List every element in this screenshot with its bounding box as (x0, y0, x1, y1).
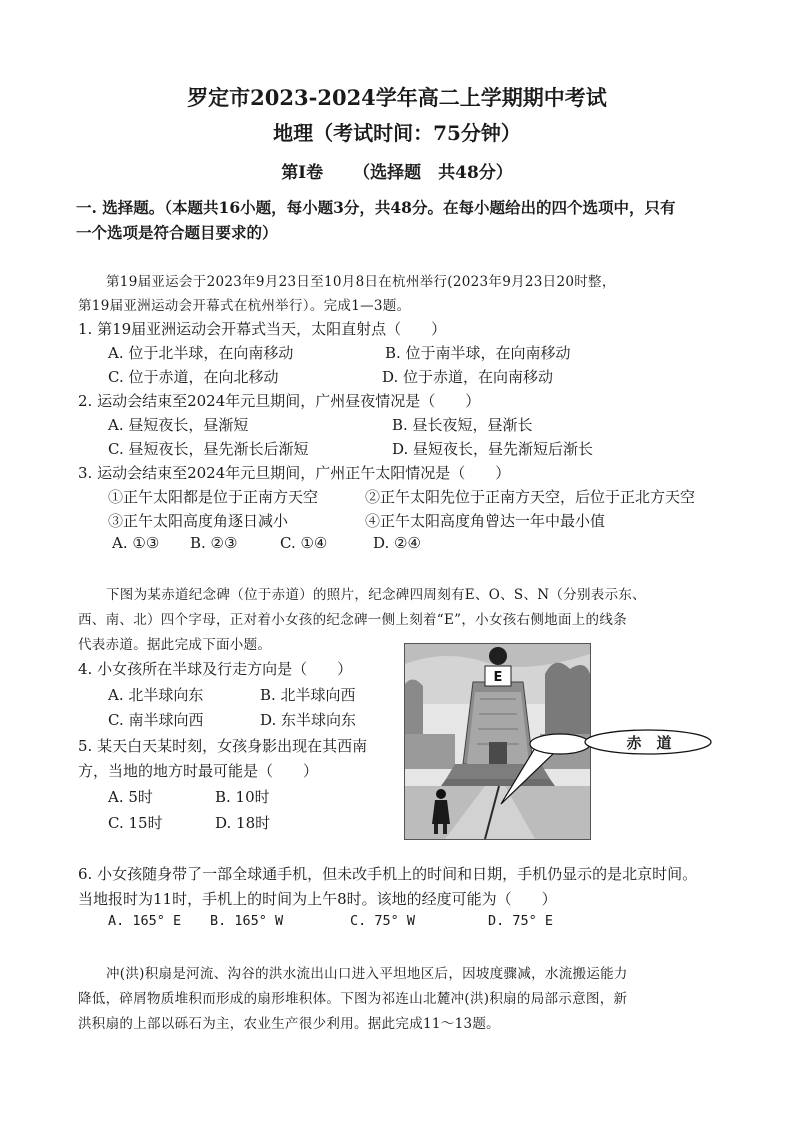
question-2-option-c: C. 昼短夜长，昼先渐长后渐短 (108, 440, 309, 458)
intro-monument-line2: 西、南、北）四个字母，正对着小女孩的纪念碑一侧上刻着“E”，小女孩右侧地面上的线条 (78, 612, 627, 628)
question-6-stem-line2: 当地报时为11时，手机上的时间为上午8时。该地的经度可能为（ ） (78, 890, 557, 908)
exam-title: 罗定市2023-2024学年高二上学期期中考试 (187, 85, 607, 110)
intro-monument-line3: 代表赤道。据此完成下面小题。 (78, 637, 272, 653)
intro-monument-line1: 下图为某赤道纪念碑（位于赤道）的照片，纪念碑四周刻有E、O、S、N（分别表示东、 (106, 587, 646, 603)
question-5-stem-line1: 5. 某天白天某时刻，女孩身影出现在其西南 (78, 737, 368, 755)
question-3-option-b: B. ②③ (190, 534, 238, 552)
intro-alluvial-fan-line2: 降低，碎屑物质堆积而形成的扇形堆积体。下图为祁连山北麓冲(洪)积扇的局部示意图，新 (78, 991, 628, 1007)
part-label: 第Ⅰ卷 (281, 163, 324, 183)
question-1-stem: 1. 第19届亚洲运动会开幕式当天，太阳直射点（ ） (78, 320, 447, 338)
section-instructions-line2: 一个选项是符合题目要求的） (76, 223, 278, 242)
question-5-option-d: D. 18时 (215, 814, 271, 832)
question-2-option-d: D. 昼短夜长，昼先渐短后渐长 (392, 440, 594, 458)
question-4-stem: 4. 小女孩所在半球及行走方向是（ ） (78, 660, 353, 678)
question-6-option-a: A. 165° E (108, 913, 182, 929)
question-5-option-a: A. 5时 (108, 788, 153, 806)
equator-callout (584, 729, 714, 755)
question-3-option-d: D. ②④ (373, 534, 421, 552)
question-5-option-c: C. 15时 (108, 814, 163, 832)
equator-monument-photo (404, 643, 591, 840)
question-3-statement-4: ④正午太阳高度角曾达一年中最小值 (365, 512, 606, 530)
intro-alluvial-fan-line3: 洪积扇的上部以砾石为主，农业生产很少利用。据此完成11～13题。 (78, 1016, 500, 1032)
question-5-option-b: B. 10时 (215, 788, 270, 806)
question-1-option-d: D. 位于赤道，在向南移动 (382, 368, 554, 386)
question-1-option-a: A. 位于北半球，在向南移动 (108, 344, 294, 362)
section-instructions-line1: 一. 选择题。（本题共16小题，每小题3分，共48分。在每小题给出的四个选项中，只有 (76, 198, 676, 217)
monument-letter-e: E (493, 670, 503, 685)
question-2-stem: 2. 运动会结束至2024年元旦期间，广州昼夜情况是（ ） (78, 392, 481, 410)
question-3-statement-3: ③正午太阳高度角逐日减小 (108, 512, 289, 530)
question-6-stem-line1: 6. 小女孩随身带了一部全球通手机，但未改手机上的时间和日期，手机仍显示的是北京时间。 (78, 865, 698, 883)
equator-callout-label: 赤 道 (626, 734, 672, 752)
intro-asiad-line1: 第19届亚运会于2023年9月23日至10月8日在杭州举行(2023年9月23日20时整， (106, 274, 616, 290)
question-3-stem: 3. 运动会结束至2024年元旦期间，广州正午太阳情况是（ ） (78, 464, 511, 482)
question-1-option-b: B. 位于南半球，在向南移动 (385, 344, 571, 362)
question-5-stem-line2: 方，当地的地方时最可能是（ ） (78, 762, 319, 780)
question-6-option-b: B. 165° W (210, 913, 284, 929)
exam-subtitle: 地理（考试时间：75分钟） (273, 121, 521, 145)
question-3-option-a: A. ①③ (112, 534, 160, 552)
question-3-statement-2: ②正午太阳先位于正南方天空，后位于正北方天空 (365, 488, 696, 506)
intro-alluvial-fan-line1: 冲(洪)积扇是河流、沟谷的洪水流出山口进入平坦地区后，因坡度骤减，水流搬运能力 (106, 966, 628, 982)
intro-asiad-line2: 第19届亚洲运动会开幕式在杭州举行）。完成1—3题。 (78, 298, 411, 314)
question-4-option-b: B. 北半球向西 (260, 686, 356, 704)
question-6-option-d: D. 75° E (488, 913, 554, 929)
question-2-option-a: A. 昼短夜长，昼渐短 (108, 416, 249, 434)
question-4-option-d: D. 东半球向东 (260, 711, 357, 729)
question-2-option-b: B. 昼长夜短，昼渐长 (392, 416, 533, 434)
part-heading (0, 158, 794, 183)
question-3-statement-1: ①正午太阳都是位于正南方天空 (108, 488, 319, 506)
part-desc: （选择题 共48分） (353, 163, 513, 183)
question-4-option-c: C. 南半球向西 (108, 711, 204, 729)
question-6-option-c: C. 75° W (350, 913, 416, 929)
question-3-option-c: C. ①④ (280, 534, 328, 552)
question-4-option-a: A. 北半球向东 (108, 686, 204, 704)
question-1-option-c: C. 位于赤道，在向北移动 (108, 368, 279, 386)
